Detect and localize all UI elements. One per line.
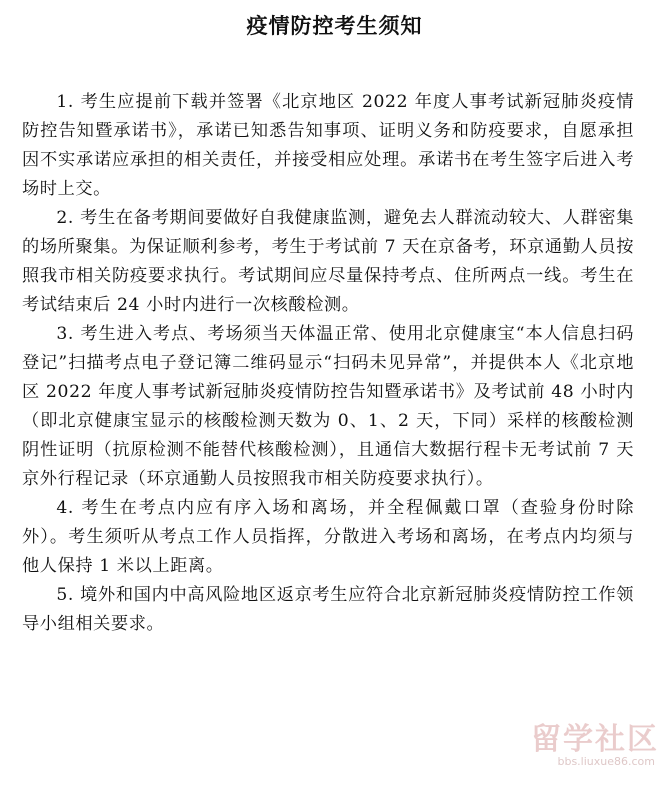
document-body [22, 88, 634, 639]
watermark-url: bbs.liuxue86.com [557, 755, 655, 768]
paragraph-1: 1. 考生应提前下载并签署《北京地区 2022 年度人事考试新冠肺炎疫情防控告知暨承诺书》，承诺已知悉告知事项、证明义务和防疫要求，自愿承担因不实承诺应承担的相关责任，并接受相应处理。承诺书在考生签字后进入考场时上交。 [22, 92, 634, 199]
watermark-logo: 留学社区 [531, 722, 659, 757]
watermark [531, 724, 659, 768]
paragraph-2: 2. 考生在备考期间要做好自我健康监测，避免去人群流动较大、人群密集的场所聚集。为保证顺利参考，考生于考试前 7 天在京备考，环京通勤人员按照我市相关防疫要求执行。考试期间应尽量保持考点、住所两点一线。考生在考试结束后 24 小时内进行一次核酸检测。 [22, 208, 634, 315]
paragraph-3: 3. 考生进入考点、考场须当天体温正常、使用北京健康宝“本人信息扫码登记”扫描考点电子登记簿二维码显示“扫码未见异常”，并提供本人《北京地区 2022 年度人事考试新冠肺炎疫情防控告知暨承诺书》及考试前 48 小时内（即北京健康宝显示的核酸检测天数为 0、1、2 天，下同）采样的核酸检测阴性证明（抗原检测不能替代核酸检测），且通信大数据行程卡无考试前 7 天京外行程记录（环京通勤人员按照我市相关防疫要求执行）。 [22, 324, 634, 489]
paragraph-4: 4. 考生在考点内应有序入场和离场，并全程佩戴口罩（查验身份时除外）。考生须听从考点工作人员指挥，分散进入考场和离场，在考点内均须与他人保持 1 米以上距离。 [22, 498, 634, 576]
document-title: 疫情防控考生须知 [246, 14, 423, 38]
paragraph-5: 5. 境外和国内中高风险地区返京考生应符合北京新冠肺炎疫情防控工作领导小组相关要求。 [22, 585, 634, 634]
